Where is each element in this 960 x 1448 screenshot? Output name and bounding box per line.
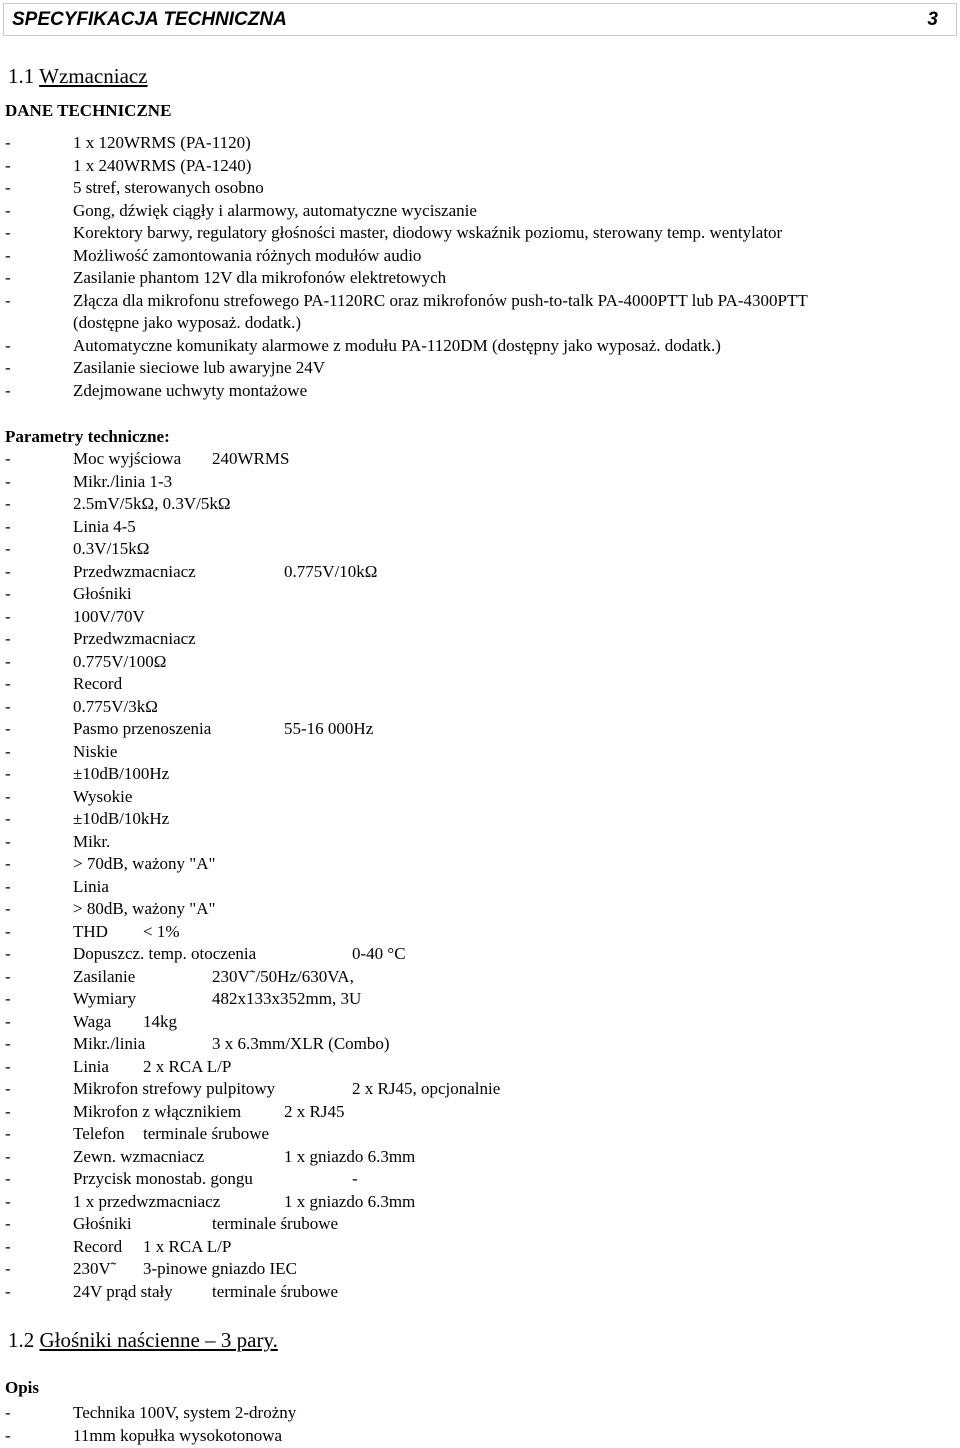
item-label: Możliwość zamontowania różnych modułów audio (73, 245, 422, 265)
list-item (0, 1011, 960, 1033)
list-item (0, 876, 960, 898)
item-value: terminale śrubowe (143, 1124, 270, 1143)
item-value: 1 x gniazdo 6.3mm (284, 1191, 416, 1211)
bullet-dash: - (5, 449, 11, 468)
list-item (0, 561, 960, 583)
bullet-dash: - (5, 1146, 11, 1166)
item-label: Telefon (73, 1124, 125, 1143)
list-item (0, 718, 960, 740)
list-item (0, 222, 960, 244)
item-label: Wymiary (73, 989, 137, 1008)
item-value: terminale śrubowe (212, 1281, 339, 1301)
bullet-dash: - (5, 245, 11, 265)
bullet-dash: - (5, 268, 11, 287)
list-item (0, 741, 960, 763)
list-item (0, 290, 960, 312)
item-label: Złącza dla mikrofonu strefowego PA-1120RC oraz mikrofonów push-to-talk PA-4000PTT lub PA-4300PTT (73, 290, 808, 310)
item-value: 0.775V/10kΩ (284, 561, 378, 581)
item-label: 11mm kopułka wysokotonowa (73, 1425, 283, 1445)
item-label: Przedwzmacniacz (73, 629, 196, 648)
bullet-dash: - (5, 1079, 11, 1098)
section-number: 1.1 (8, 64, 35, 88)
item-label: Przycisk monostab. gongu (73, 1169, 253, 1188)
list-item (0, 493, 960, 515)
list-item (0, 200, 960, 222)
item-label: Gong, dźwięk ciągły i alarmowy, automatyczne wyciszanie (73, 200, 477, 220)
item-label: Głośniki (73, 1214, 132, 1233)
bullet-dash: - (5, 1011, 11, 1031)
item-value: terminale śrubowe (212, 1214, 339, 1233)
list-item (0, 245, 960, 267)
item-label: 100V/70V (73, 606, 145, 626)
bullet-dash: - (5, 1214, 11, 1233)
item-value: 1 x gniazdo 6.3mm (284, 1146, 416, 1166)
bullet-dash: - (5, 809, 11, 828)
list-item (0, 312, 960, 334)
list-item (0, 1281, 960, 1303)
list-item (0, 1236, 960, 1258)
item-value: 1 x RCA L/P (143, 1236, 232, 1256)
item-label: Technika 100V, system 2-drożny (73, 1403, 297, 1422)
item-label: Mikr./linia 1-3 (73, 471, 173, 491)
item-value: 482x133x352mm, 3U (212, 989, 362, 1008)
section-title-speakers (8, 1328, 278, 1353)
bullet-dash: - (5, 1259, 11, 1278)
item-label: Mikr./linia (73, 1034, 146, 1053)
bullet-dash: - (5, 966, 11, 986)
list-item (0, 651, 960, 673)
item-label: Zasilanie (73, 966, 136, 986)
item-label: THD (73, 921, 108, 941)
item-value: 230V˜/50Hz/630VA, (212, 966, 354, 986)
item-label: Mikrofon z włącznikiem (73, 1101, 242, 1121)
list-item (0, 853, 960, 875)
list-item (0, 357, 960, 379)
bullet-dash: - (5, 921, 11, 941)
item-label: 5 stref, sterowanych osobno (73, 178, 264, 197)
bullet-dash: - (5, 290, 11, 310)
bullet-dash: - (5, 1236, 11, 1256)
page-number: 3 (927, 9, 938, 30)
list-item (0, 1146, 960, 1168)
parameters-heading: Parametry techniczne: (5, 427, 170, 446)
bullet-dash: - (5, 1403, 11, 1422)
list-item (0, 1123, 960, 1145)
bullet-dash: - (5, 696, 11, 716)
item-label: Linia (73, 1056, 109, 1076)
item-label: > 80dB, ważony "A" (73, 899, 216, 918)
bullet-dash: - (5, 606, 11, 626)
item-label: 24V prąd stały (73, 1281, 173, 1301)
item-label: Pasmo przenoszenia (73, 719, 212, 738)
list-item (0, 628, 960, 650)
item-value: 14kg (143, 1011, 177, 1031)
item-label: 0.775V/100Ω (73, 651, 167, 671)
dane-techniczne-heading: DANE TECHNICZNE (5, 101, 172, 120)
list-item (0, 335, 960, 357)
bullet-dash: - (5, 1191, 11, 1211)
item-label: Zdejmowane uchwyty montażowe (73, 380, 308, 400)
list-item (0, 471, 960, 493)
item-value: 3-pinowe gniazdo IEC (143, 1259, 297, 1278)
item-label: Głośniki (73, 584, 132, 603)
item-label: Dopuszcz. temp. otoczenia (73, 944, 257, 963)
bullet-dash: - (5, 944, 11, 963)
item-value: 240WRMS (212, 449, 290, 468)
list-item (0, 516, 960, 538)
bullet-dash: - (5, 494, 11, 513)
item-value: 3 x 6.3mm/XLR (Combo) (212, 1034, 390, 1053)
bullet-dash: - (5, 335, 11, 355)
list-item (0, 1191, 960, 1213)
list-item (0, 583, 960, 605)
bullet-dash: - (5, 471, 11, 491)
bullet-dash: - (5, 380, 11, 400)
list-item (0, 1168, 960, 1190)
list-item (0, 786, 960, 808)
page-header (3, 3, 957, 36)
list-item (0, 763, 960, 785)
bullet-dash: - (5, 989, 11, 1008)
item-label: Mikr. (73, 831, 111, 851)
list-item (0, 448, 960, 470)
list-item (0, 1425, 960, 1447)
bullet-dash: - (5, 223, 11, 242)
bullet-dash: - (5, 1124, 11, 1143)
list-item (0, 606, 960, 628)
item-label: > 70dB, ważony "A" (73, 854, 216, 873)
list-item (0, 808, 960, 830)
item-label: Waga (73, 1011, 112, 1031)
bullet-dash: - (5, 719, 11, 738)
item-label: Zewn. wzmacniacz (73, 1146, 205, 1166)
list-item (0, 988, 960, 1010)
item-value: 2 x RJ45 (284, 1101, 345, 1121)
section-name: Wzmacniacz (39, 64, 148, 88)
list-item (0, 132, 960, 154)
bullet-dash: - (5, 155, 11, 175)
list-item (0, 1213, 960, 1235)
item-label: Linia (73, 876, 109, 896)
list-item (0, 1402, 960, 1424)
item-label: Linia 4-5 (73, 516, 136, 536)
item-label: Wysokie (73, 786, 133, 806)
bullet-dash: - (5, 629, 11, 648)
item-label: Record (73, 674, 123, 693)
item-label: Automatyczne komunikaty alarmowe z modułu PA-1120DM (dostępny jako wyposaż. dodatk.) (73, 335, 721, 355)
item-label: 0.775V/3kΩ (73, 696, 158, 716)
bullet-dash: - (5, 876, 11, 896)
item-value: 2 x RJ45, opcjonalnie (352, 1079, 501, 1098)
bullet-dash: - (5, 1281, 11, 1301)
section-name: Głośniki naścienne – 3 pary. (39, 1328, 278, 1352)
item-label: Niskie (73, 741, 118, 761)
item-value: 0-40 °C (352, 944, 406, 963)
list-item (0, 1258, 960, 1280)
item-label: 1 x przedwzmacniacz (73, 1191, 221, 1211)
bullet-dash: - (5, 854, 11, 873)
bullet-dash: - (5, 1056, 11, 1076)
item-label: Moc wyjściowa (73, 449, 182, 468)
bullet-dash: - (5, 741, 11, 761)
item-label: Mikrofon strefowy pulpitowy (73, 1079, 276, 1098)
list-item (0, 1033, 960, 1055)
item-label: 230V˜ (73, 1259, 117, 1278)
list-item (0, 966, 960, 988)
item-label: ±10dB/100Hz (73, 764, 170, 783)
item-value: - (352, 1169, 358, 1188)
list-item (0, 538, 960, 560)
bullet-dash: - (5, 674, 11, 693)
bullet-dash: - (5, 561, 11, 581)
bullet-dash: - (5, 1034, 11, 1053)
section-title-amplifier (8, 64, 148, 89)
list-item (0, 943, 960, 965)
list-item (0, 177, 960, 199)
list-item (0, 380, 960, 402)
section-number: 1.2 (8, 1328, 35, 1352)
bullet-dash: - (5, 764, 11, 783)
list-item (0, 1078, 960, 1100)
list-item (0, 673, 960, 695)
item-label: 0.3V/15kΩ (73, 539, 150, 558)
item-label: Zasilanie phantom 12V dla mikrofonów elektretowych (73, 268, 447, 287)
item-label: 1 x 240WRMS (PA-1240) (73, 155, 252, 175)
item-label: Record (73, 1236, 123, 1256)
item-label: ±10dB/10kHz (73, 809, 170, 828)
bullet-dash: - (5, 133, 11, 152)
bullet-dash: - (5, 539, 11, 558)
bullet-dash: - (5, 178, 11, 197)
item-label: Zasilanie sieciowe lub awaryjne 24V (73, 358, 326, 377)
bullet-dash: - (5, 1101, 11, 1121)
bullet-dash: - (5, 831, 11, 851)
document-title: SPECYFIKACJA TECHNICZNA (12, 9, 287, 30)
bullet-dash: - (5, 358, 11, 377)
list-item (0, 898, 960, 920)
list-item (0, 921, 960, 943)
item-label: 2.5mV/5kΩ, 0.3V/5kΩ (73, 494, 231, 513)
list-item (0, 267, 960, 289)
item-label: Przedwzmacniacz (73, 561, 196, 581)
list-item (0, 831, 960, 853)
bullet-dash: - (5, 200, 11, 220)
list-item (0, 696, 960, 718)
item-value: 55-16 000Hz (284, 719, 374, 738)
list-item (0, 155, 960, 177)
bullet-dash: - (5, 899, 11, 918)
opis-heading: Opis (5, 1378, 40, 1397)
list-item (0, 1056, 960, 1078)
bullet-dash: - (5, 786, 11, 806)
item-value: 2 x RCA L/P (143, 1056, 232, 1076)
bullet-dash: - (5, 651, 11, 671)
item-value: < 1% (143, 921, 180, 941)
bullet-dash: - (5, 516, 11, 536)
list-item (0, 1101, 960, 1123)
bullet-dash: - (5, 584, 11, 603)
item-label: (dostępne jako wyposaż. dodatk.) (73, 313, 302, 332)
item-label: 1 x 120WRMS (PA-1120) (73, 133, 251, 152)
item-label: Korektory barwy, regulatory głośności master, diodowy wskaźnik poziomu, sterowany temp. wentylator (73, 223, 783, 242)
bullet-dash: - (5, 1169, 11, 1188)
bullet-dash: - (5, 1425, 11, 1445)
